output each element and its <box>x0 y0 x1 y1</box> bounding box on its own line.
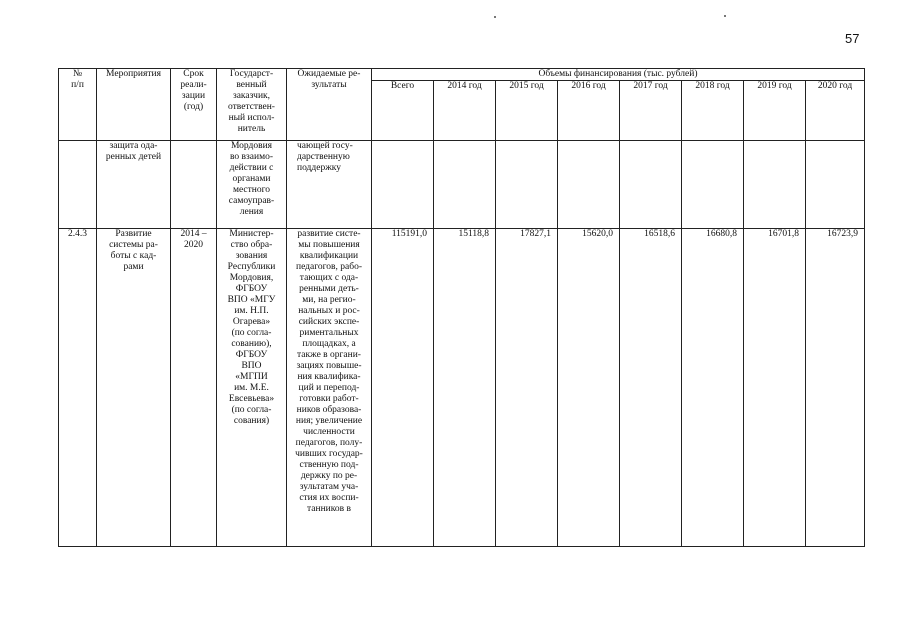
table-row <box>59 141 865 229</box>
row-value: 115191,0 <box>372 229 434 547</box>
header-year: Всего <box>372 81 434 141</box>
header-year: 2020 год <box>806 81 865 141</box>
row-value <box>434 141 496 229</box>
header-year: 2016 год <box>558 81 620 141</box>
row-results: развитие систе- мы повышения квалификации педагогов, рабо- тающих с ода- ренными деть- ми, на регио- нальных и рос- сийских экспе- риментальных площадках, а также в органи- зациях повыше- ния квалифика- ций и перепод- готовки работ- ников образова- ния; увеличение численности педагогов, полу- чивших государ- ственную под- держку по ре- зультатам уча- стия их воспи- танников в <box>287 229 372 547</box>
header-results: Ожидаемые ре- зультаты <box>287 69 372 141</box>
header-year: 2017 год <box>620 81 682 141</box>
header-event: Мероприятия <box>97 69 171 141</box>
scan-speck <box>494 16 496 18</box>
row-value <box>558 141 620 229</box>
header-customer: Государст- венный заказчик, ответствен- ный испол- нитель <box>217 69 287 141</box>
header-num: № п/п <box>59 69 97 141</box>
header-year: 2018 год <box>682 81 744 141</box>
header-year: 2014 год <box>434 81 496 141</box>
row-event: Развитие системы ра- боты с кад- рами <box>97 229 171 547</box>
row-value: 16680,8 <box>682 229 744 547</box>
table-row <box>59 229 865 547</box>
row-value <box>496 141 558 229</box>
row-value: 15620,0 <box>558 229 620 547</box>
page-number: 57 <box>845 31 860 46</box>
scan-speck <box>724 15 726 17</box>
row-event: защита ода- ренных детей <box>97 141 171 229</box>
row-results: чающей госу- дарственную поддержку <box>287 141 372 229</box>
row-customer: Мордовия во взаимо- действии с органами местного самоуправ- ления <box>217 141 287 229</box>
row-value <box>682 141 744 229</box>
row-period <box>171 141 217 229</box>
header-year: 2019 год <box>744 81 806 141</box>
row-num: 2.4.3 <box>59 229 97 547</box>
header-period: Срок реали- зации (год) <box>171 69 217 141</box>
row-value: 17827,1 <box>496 229 558 547</box>
row-period: 2014 – 2020 <box>171 229 217 547</box>
row-num <box>59 141 97 229</box>
row-value: 16701,8 <box>744 229 806 547</box>
row-value: 16723,9 <box>806 229 865 547</box>
row-value <box>372 141 434 229</box>
row-customer: Министер- ство обра- зования Республики Мордовия, ФГБОУ ВПО «МГУ им. Н.П. Огарева» (по согла- сованию), ФГБОУ ВПО «МГПИ им. М.Е. Евсевьева» (по согла- сования) <box>217 229 287 547</box>
funding-table <box>58 68 865 547</box>
header-funding: Объемы финансирования (тыс. рублей) <box>372 69 865 81</box>
header-year: 2015 год <box>496 81 558 141</box>
row-value <box>806 141 865 229</box>
row-value: 16518,6 <box>620 229 682 547</box>
row-value <box>744 141 806 229</box>
row-value: 15118,8 <box>434 229 496 547</box>
row-value <box>620 141 682 229</box>
